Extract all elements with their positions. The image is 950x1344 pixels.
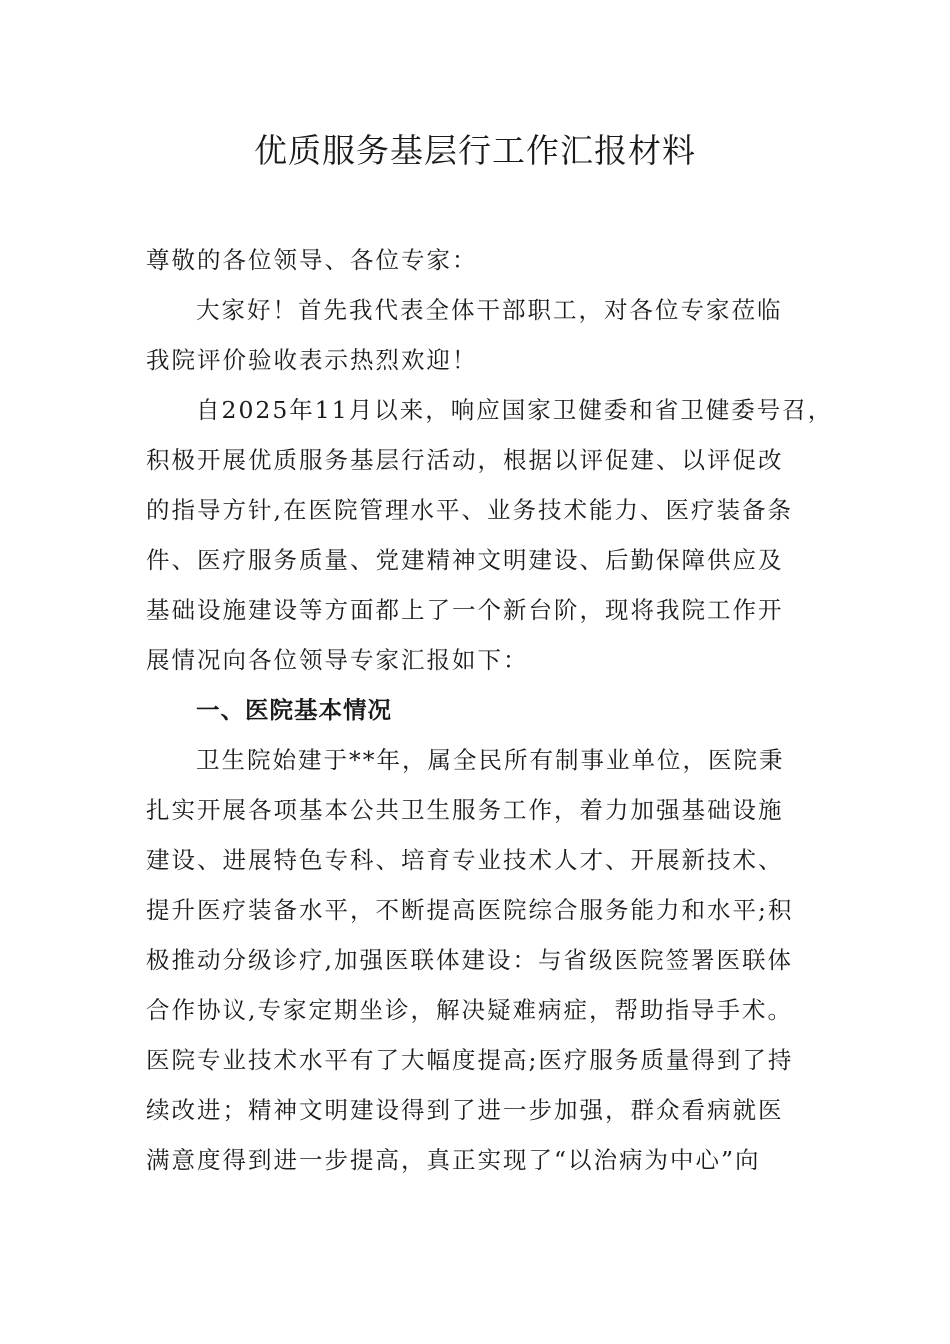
paragraph-line: 扎实开展各项基本公共卫生服务工作，着力加强基础设施 xyxy=(146,796,784,824)
paragraph-line: 极推动分级诊疗,加强医联体建设：与省级医院签署医联体 xyxy=(146,946,793,974)
paragraph-line: 卫生院始建于**年，属全民所有制事业单位，医院秉 xyxy=(196,746,785,774)
paragraph-line: 建设、进展特色专科、培育专业技术人才、开展新技术、 xyxy=(146,846,784,874)
paragraph-line: 的指导方针,在医院管理水平、业务技术能力、医疗装备条 xyxy=(146,496,793,524)
paragraph-line: 提升医疗装备水平，不断提高医院综合服务能力和水平;积 xyxy=(146,896,794,924)
section-heading: 一、医院基本情况 xyxy=(196,696,392,724)
document-title: 优质服务基层行工作汇报材料 xyxy=(254,131,696,170)
paragraph-line: 大家好！首先我代表全体干部职工，对各位专家莅临 xyxy=(196,296,783,324)
document-body xyxy=(146,235,834,1185)
paragraph-line: 医院专业技术水平有了大幅度提高;医疗服务质量得到了持 xyxy=(146,1046,794,1074)
paragraph-line: 基础设施建设等方面都上了一个新台阶，现将我院工作开 xyxy=(146,596,784,624)
paragraph-line: 满意度得到进一步提高，真正实现了“以治病为中心”向 xyxy=(146,1146,761,1174)
paragraph-line: 展情况向各位领导专家汇报如下： xyxy=(146,646,529,674)
paragraph-line: 续改进；精神文明建设得到了进一步加强，群众看病就医 xyxy=(146,1096,784,1124)
paragraph-line: 合作协议,专家定期坐诊，解决疑难病症，帮助指导手术。 xyxy=(146,996,793,1024)
paragraph-line: 自2025年11月以来，响应国家卫健委和省卫健委号召， xyxy=(196,396,834,424)
paragraph-line: 我院评价验收表示热烈欢迎！ xyxy=(146,346,478,374)
paragraph-line: 积极开展优质服务基层行活动，根据以评促建、以评促改 xyxy=(146,446,784,474)
paragraph-line: 件、医疗服务质量、党建精神文明建设、后勤保障供应及 xyxy=(146,546,784,574)
salutation: 尊敬的各位领导、各位专家： xyxy=(146,246,478,274)
